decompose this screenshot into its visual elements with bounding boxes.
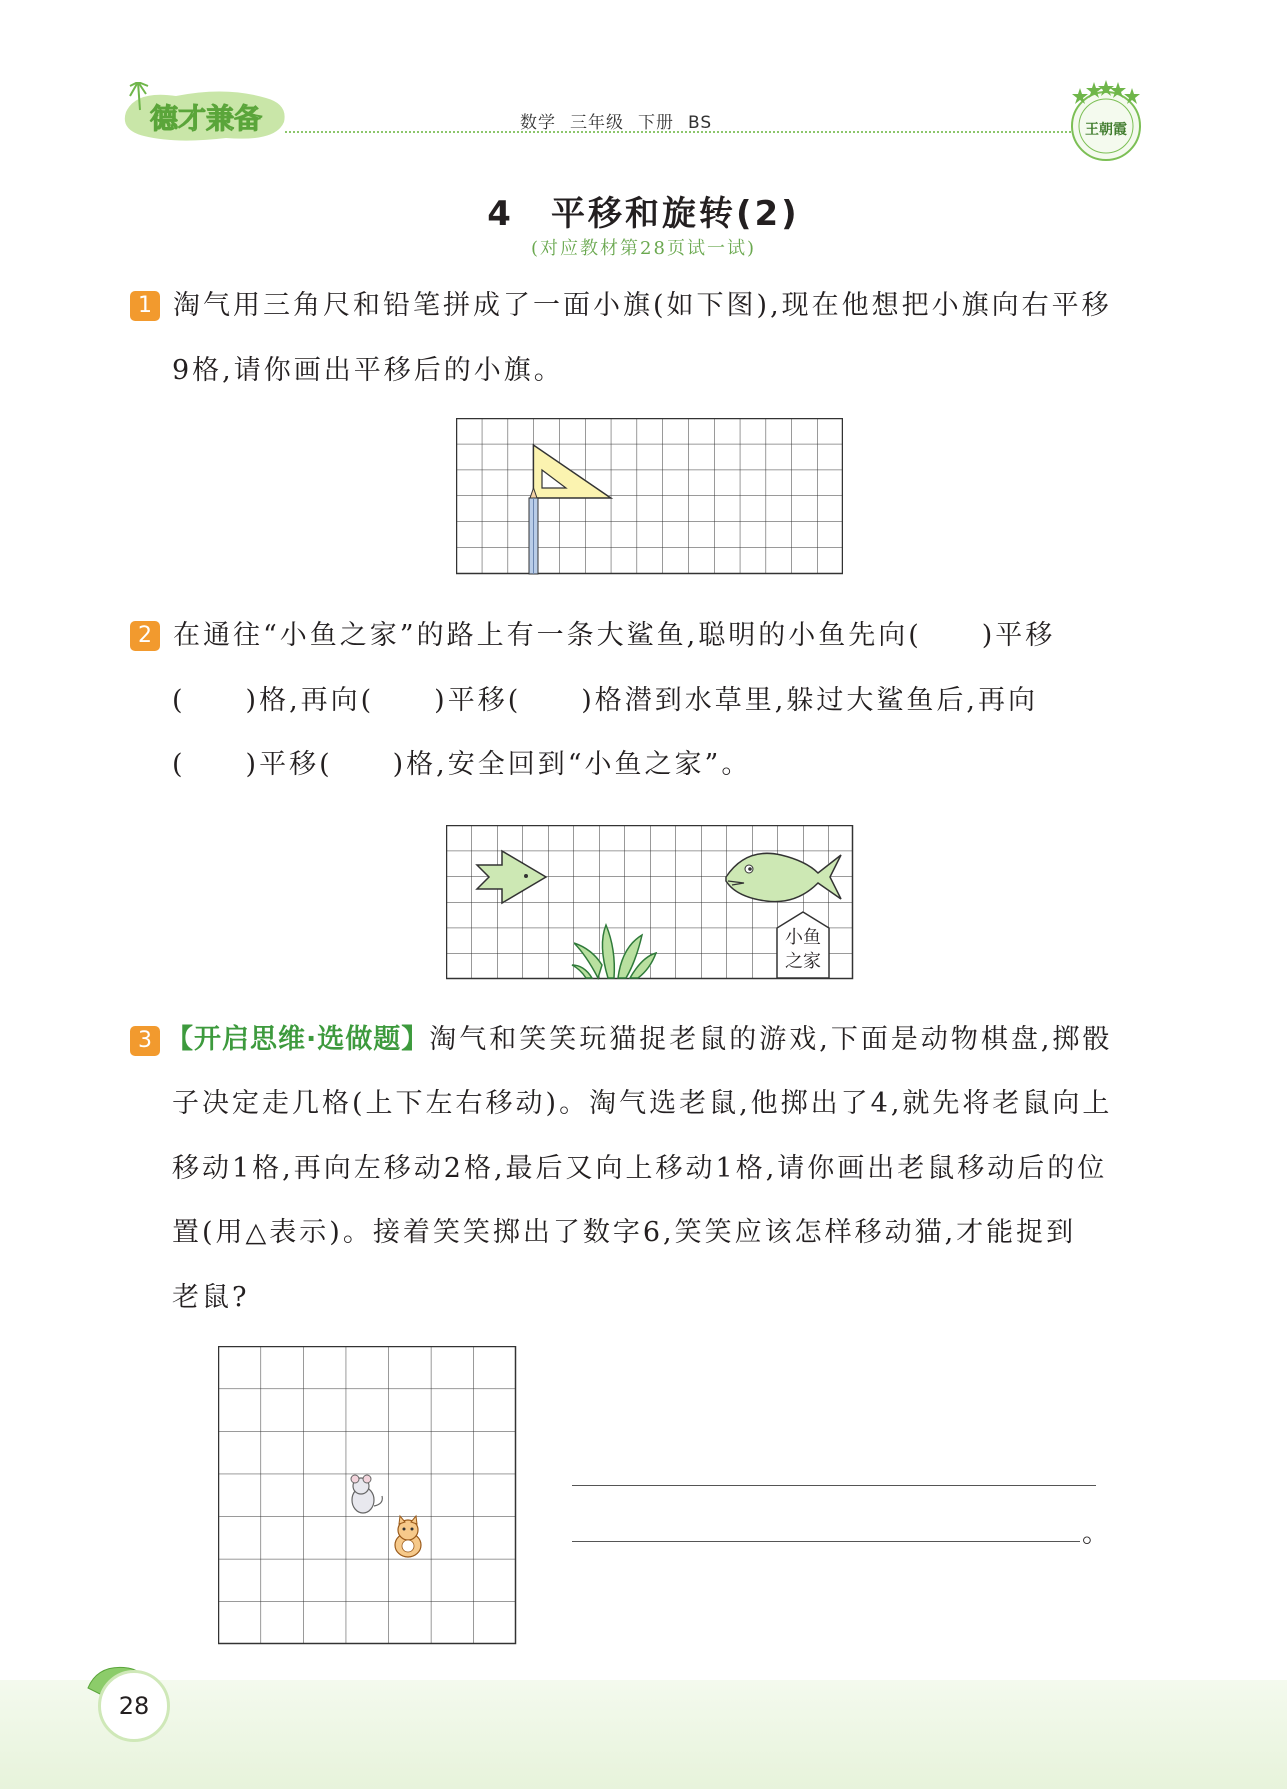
question-3-line-4: 置(用△表示)。接着笑笑掷出了数字6,笑笑应该怎样移动猫,才能捉到 bbox=[172, 1217, 1077, 1248]
question-3-tag: 【开启思维·选做题】 bbox=[166, 1024, 430, 1055]
header-subject: 数学 bbox=[520, 113, 556, 133]
flag-grid[interactable] bbox=[456, 418, 843, 576]
question-3-line-5: 老鼠? bbox=[172, 1282, 250, 1313]
pencil-icon bbox=[529, 488, 538, 574]
page-subtitle: (对应教材第28页试一试) bbox=[531, 238, 756, 259]
header-logo bbox=[116, 82, 292, 148]
question-1-number: 1 bbox=[130, 291, 160, 321]
question-2-line-1: 在通往“小鱼之家”的路上有一条大鲨鱼,聪明的小鱼先向( )平移 bbox=[173, 620, 1056, 651]
house-label-1: 小鱼 bbox=[785, 927, 821, 948]
header-info bbox=[520, 108, 726, 133]
question-3-line-3: 移动1格,再向左移动2格,最后又向上移动1格,请你画出老鼠移动后的位 bbox=[172, 1153, 1108, 1184]
answer-line-1[interactable] bbox=[572, 1485, 1096, 1486]
question-3-line-1-text: 淘气和笑笑玩猫捉老鼠的游戏,下面是动物棋盘,掷骰 bbox=[429, 1024, 1113, 1055]
badge-text: 王朝霞 bbox=[1085, 122, 1127, 138]
house-label-2: 之家 bbox=[785, 951, 821, 972]
fish-grid[interactable] bbox=[446, 825, 854, 980]
question-2-line-2: ( )格,再向( )平移( )格潜到水草里,躲过大鲨鱼后,再向 bbox=[172, 685, 1038, 716]
header-badge bbox=[1066, 78, 1146, 168]
cat-icon bbox=[395, 1516, 421, 1557]
answer-line-2[interactable] bbox=[572, 1541, 1080, 1542]
question-3-line-1 bbox=[166, 1022, 1112, 1058]
question-3-line-2: 子决定走几格(上下左右移动)。淘气选老鼠,他掷出了4,就先将老鼠向上 bbox=[172, 1088, 1113, 1119]
question-1-line-1: 淘气用三角尺和铅笔拼成了一面小旗(如下图),现在他想把小旗向右平移 bbox=[173, 290, 1112, 321]
answer-end-mark: 。 bbox=[1082, 1518, 1112, 1549]
header-edition: BS bbox=[688, 113, 713, 133]
page-title: 4 平移和旋转(2) bbox=[487, 194, 800, 234]
header-volume: 下册 bbox=[638, 113, 674, 133]
question-3-number: 3 bbox=[130, 1026, 160, 1056]
question-1-line-2: 9格,请你画出平移后的小旗。 bbox=[172, 355, 564, 386]
animal-chessboard[interactable] bbox=[218, 1346, 517, 1646]
page-number: 28 bbox=[98, 1670, 170, 1742]
question-2-line-3: ( )平移( )格,安全回到“小鱼之家”。 bbox=[172, 749, 752, 780]
header-grade: 三年级 bbox=[570, 113, 624, 133]
footer-background bbox=[0, 1680, 1287, 1789]
question-2-number: 2 bbox=[130, 621, 160, 651]
logo-text: 德才兼备 bbox=[149, 102, 263, 135]
